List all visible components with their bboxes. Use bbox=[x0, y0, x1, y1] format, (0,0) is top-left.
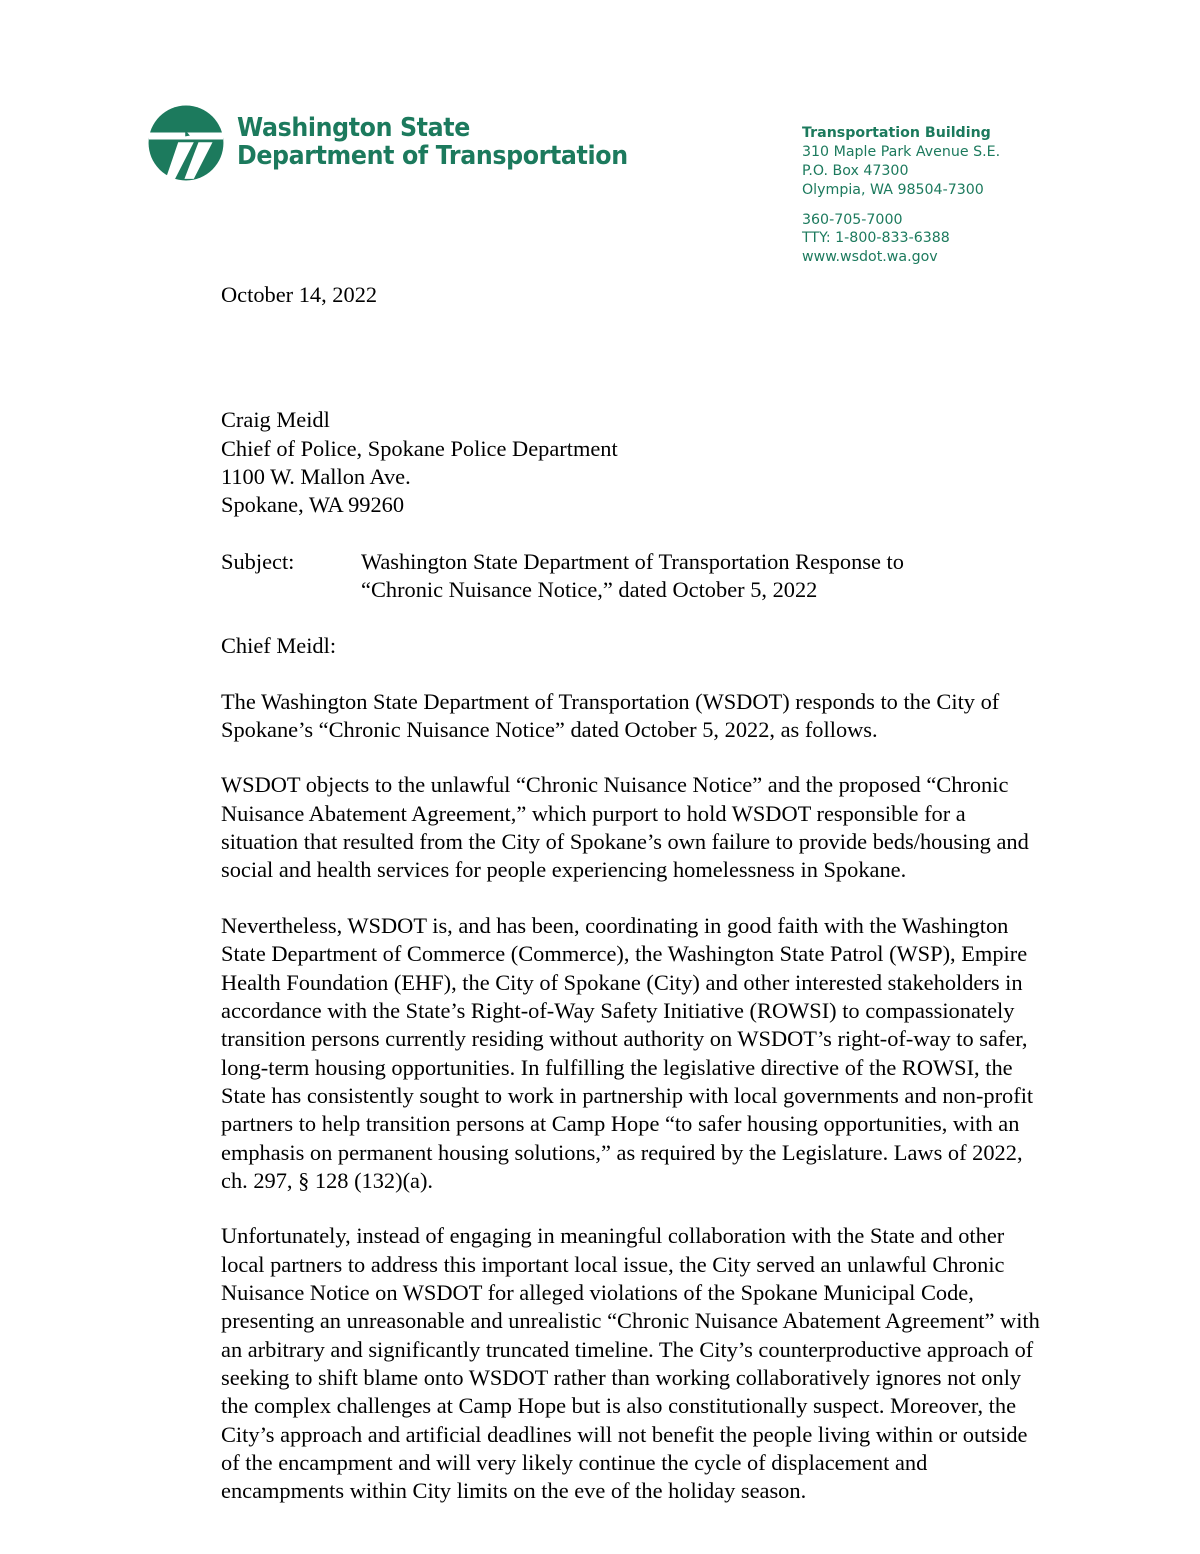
subject-label: Subject: bbox=[221, 548, 295, 574]
subject-value bbox=[361, 548, 1047, 605]
agency-wordmark bbox=[237, 115, 628, 170]
recipient-city-state-zip: Spokane, WA 99260 bbox=[221, 492, 405, 518]
letter-date: October 14, 2022 bbox=[221, 282, 378, 307]
contact-po-box: P.O. Box 47300 bbox=[802, 162, 909, 179]
wsdot-highway-circle-logo-icon bbox=[147, 104, 225, 182]
contact-street: 310 Maple Park Avenue S.E. bbox=[802, 143, 1001, 160]
body-paragraph-2: WSDOT objects to the unlawful “Chronic Nuisance Notice” and the proposed “Chronic Nuisance Abatement Agreement,” which purport to hold WSDOT responsible for a situation that resulted from the City of Spokane’s own failure to provide beds/housing and social and health services for people experiencing homelessness in Spokane. bbox=[221, 772, 1029, 883]
contact-website: www.wsdot.wa.gov bbox=[802, 249, 938, 266]
contact-phone: 360-705-7000 bbox=[802, 211, 903, 228]
contact-tty: TTY: 1-800-833-6388 bbox=[802, 230, 950, 247]
wordmark-line-2: Department of Transportation bbox=[237, 141, 628, 171]
agency-logo-block bbox=[147, 104, 657, 182]
letterhead-contact-block bbox=[802, 124, 1000, 267]
recipient-address-block bbox=[221, 309, 1047, 519]
contact-building: Transportation Building bbox=[802, 125, 991, 141]
subject-block bbox=[221, 520, 1047, 605]
body-paragraph-4: Unfortunately, instead of engaging in meaningful collaboration with the State and other local partners to address this important local issue, the City served an unlawful Chronic Nuisance Notice on WSDOT for alleged violations of the Spokane Municipal Code, presenting an unreasonable and unrealistic “Chronic Nuisance Abatement Agreement” with an arbitrary and significantly truncated timeline. The City’s counterproductive approach of seeking to shift blame onto WSDOT rather than working collaboratively ignores not only the complex challenges at Camp Hope but is also constitutionally suspect. Moreover, the City’s approach and artificial deadlines will not benefit the people living within or outside of the encampment and will very likely continue the cycle of displacement and encampments within City limits on the eve of the holiday season. bbox=[221, 1223, 1040, 1504]
recipient-street: 1100 W. Mallon Ave. bbox=[221, 464, 411, 490]
wordmark-line-1: Washington State bbox=[237, 113, 470, 144]
body-paragraph-1: The Washington State Department of Transportation (WSDOT) responds to the City of Spokane’s “Chronic Nuisance Notice” dated October 5, 2022, as follows. bbox=[221, 688, 1000, 743]
subject-line-1: Washington State Department of Transportation Response to bbox=[361, 548, 904, 574]
recipient-title: Chief of Police, Spokane Police Department bbox=[221, 435, 618, 461]
letterhead bbox=[0, 0, 1200, 270]
letter-body bbox=[221, 281, 1047, 1506]
recipient-name: Craig Meidl bbox=[221, 407, 330, 433]
subject-line-2: “Chronic Nuisance Notice,” dated October 5, 2022 bbox=[361, 577, 818, 603]
contact-city-state-zip: Olympia, WA 98504-7300 bbox=[802, 181, 984, 198]
body-paragraph-3: Nevertheless, WSDOT is, and has been, coordinating in good faith with the Washington State Department of Commerce (Commerce), the Washington State Patrol (WSP), Empire Health Foundation (EHF), the City of Spokane (City) and other interested stakeholders in accordance with the State’s Right-of-Way Safety Initiative (ROWSI) to compassionately transition persons currently residing without authority on WSDOT’s right-of-way to safer, long-term housing opportunities. In fulfilling the legislative directive of the ROWSI, the State has consistently sought to work in partnership with local governments and non-profit partners to help transition persons at Camp Hope “to safer housing opportunities, with an emphasis on permanent housing solutions,” as required by the Legislature. Laws of 2022, ch. 297, § 128 (132)(a). bbox=[221, 912, 1034, 1193]
salutation: Chief Meidl: bbox=[221, 633, 337, 659]
